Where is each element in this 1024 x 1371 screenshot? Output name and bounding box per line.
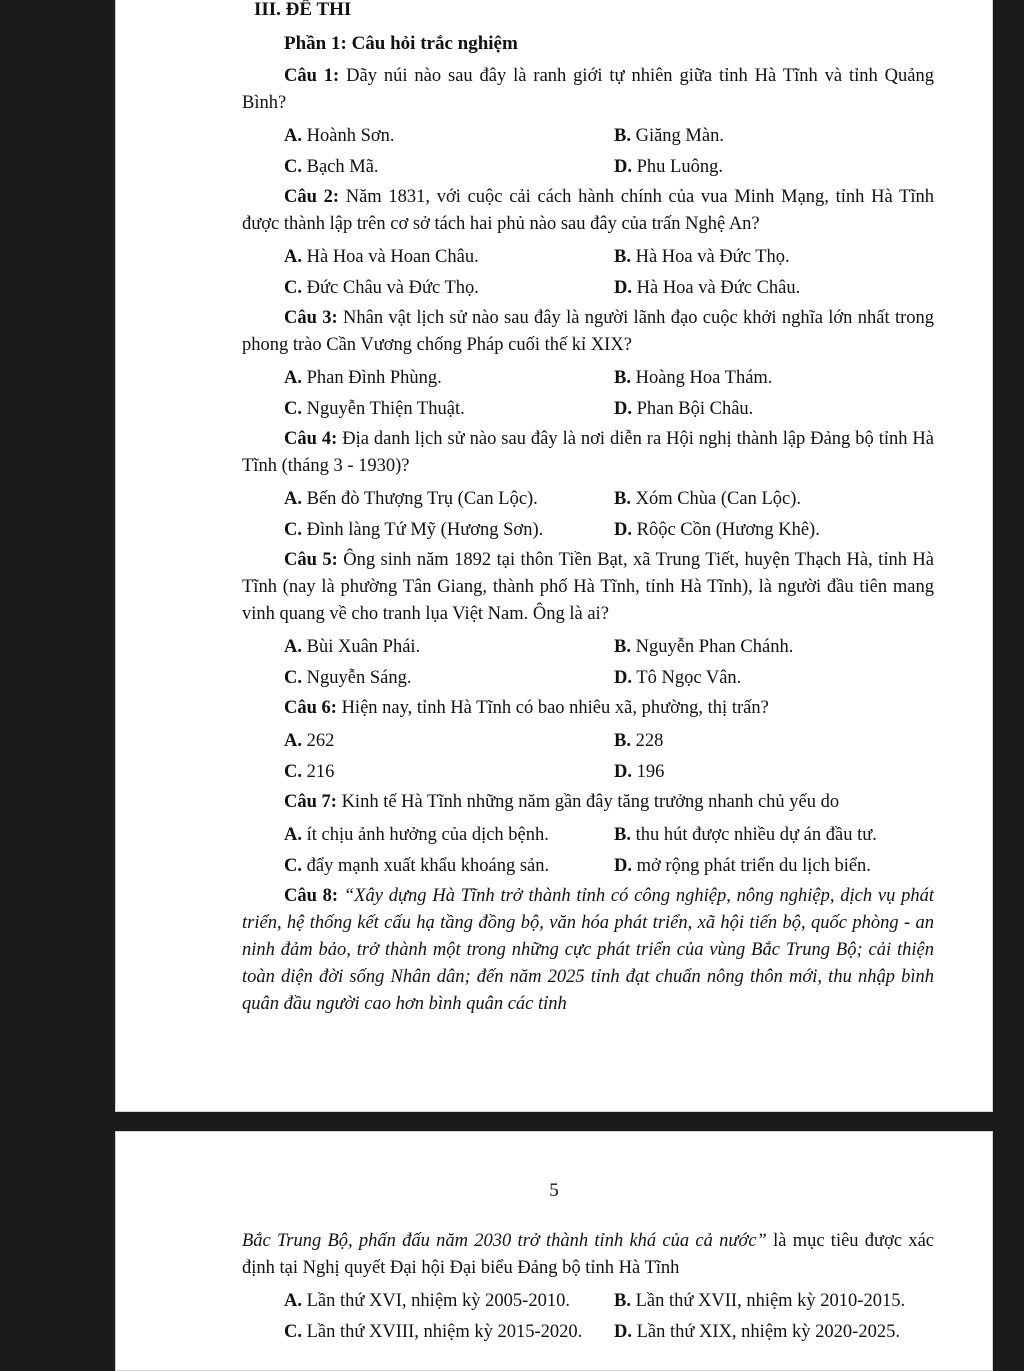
- answer-option[interactable]: [284, 759, 614, 785]
- answer-option[interactable]: [284, 517, 614, 543]
- page-1-content: [242, 0, 934, 1018]
- question-list: [242, 63, 934, 879]
- section-title: III. ĐỀ THI: [254, 0, 352, 20]
- option-text: Phan Đình Phùng.: [302, 368, 442, 388]
- answer-options: [284, 486, 934, 543]
- option-text: Hoành Sơn.: [302, 126, 395, 146]
- part-title: Phần 1: Câu hỏi trắc nghiệm: [284, 33, 518, 54]
- option-letter: A.: [284, 247, 302, 267]
- answer-option[interactable]: [614, 275, 934, 301]
- option-letter: D.: [614, 399, 632, 419]
- option-letter: B.: [614, 731, 631, 751]
- answer-option[interactable]: [284, 123, 614, 149]
- question-number: Câu 6:: [284, 698, 337, 718]
- option-letter: D.: [614, 668, 632, 688]
- option-letter: D.: [614, 762, 632, 782]
- option-letter: C.: [284, 278, 302, 298]
- answer-option[interactable]: [284, 1288, 614, 1314]
- option-letter: C.: [284, 399, 302, 419]
- answer-option[interactable]: [284, 486, 614, 512]
- option-letter: D.: [614, 856, 632, 876]
- option-text: đẩy mạnh xuất khẩu khoáng sản.: [302, 856, 550, 876]
- answer-option[interactable]: [284, 634, 614, 660]
- option-letter: A.: [284, 825, 302, 845]
- answer-option[interactable]: [614, 853, 934, 879]
- option-letter: D.: [614, 157, 632, 177]
- answer-option[interactable]: [614, 665, 934, 691]
- option-letter: D.: [614, 520, 632, 540]
- option-text: 216: [302, 762, 335, 782]
- option-text: mở rộng phát triển du lịch biển.: [632, 856, 871, 876]
- answer-options: [284, 1288, 934, 1345]
- answer-option[interactable]: [614, 244, 934, 270]
- question-number: Câu 3:: [284, 308, 338, 328]
- option-letter: C.: [284, 520, 302, 540]
- document-page-2: [115, 1131, 993, 1371]
- option-letter: B.: [614, 126, 631, 146]
- option-letter: B.: [614, 1291, 631, 1311]
- option-text: Tô Ngọc Vân.: [632, 668, 742, 688]
- option-letter: B.: [614, 637, 631, 657]
- answer-options: [284, 728, 934, 785]
- option-text: 196: [632, 762, 665, 782]
- question-text: “Xây dựng Hà Tĩnh trở thành tỉnh có công nghiệp, nông nghiệp, dịch vụ phát triển, hệ thống kết cấu hạ tầng đồng bộ, văn hóa phát triển, xã hội tiến bộ, quốc phòng - an ninh đảm bảo, trở thành một trong những cực phát triển của vùng Bắc Trung Bộ; cải thiện toàn diện đời sống Nhân dân; đến năm 2025 tỉnh đạt chuẩn nông thôn mới, thu nhập bình quân đầu người cao hơn bình quân các tỉnh: [242, 886, 934, 1014]
- answer-option[interactable]: [614, 365, 934, 391]
- answer-option[interactable]: [284, 853, 614, 879]
- answer-options: [284, 634, 934, 691]
- option-letter: B.: [614, 247, 631, 267]
- option-text: Đình làng Tứ Mỹ (Hương Sơn).: [302, 520, 544, 540]
- question-4: [242, 426, 934, 480]
- question-number: Câu 8:: [284, 886, 339, 906]
- question-7: [242, 789, 934, 816]
- option-letter: C.: [284, 1322, 302, 1342]
- answer-option[interactable]: [284, 244, 614, 270]
- option-text: Phu Luông.: [632, 157, 723, 177]
- question-number: Câu 1:: [284, 66, 340, 86]
- question-number: Câu 4:: [284, 429, 338, 449]
- option-letter: B.: [614, 489, 631, 509]
- option-text: 262: [302, 731, 335, 751]
- answer-option[interactable]: [284, 822, 614, 848]
- answer-option[interactable]: [284, 275, 614, 301]
- option-letter: A.: [284, 731, 302, 751]
- option-letter: B.: [614, 368, 631, 388]
- answer-option[interactable]: [614, 822, 934, 848]
- option-text: Nguyễn Thiện Thuật.: [302, 399, 465, 419]
- option-text: ít chịu ảnh hưởng của dịch bệnh.: [302, 825, 549, 845]
- option-text: Phan Bội Châu.: [632, 399, 754, 419]
- answer-option[interactable]: [614, 728, 934, 754]
- option-text: Giăng Màn.: [630, 126, 724, 146]
- question-text: Hiện nay, tỉnh Hà Tĩnh có bao nhiêu xã, phường, thị trấn?: [336, 698, 769, 718]
- option-text: Bến đò Thượng Trụ (Can Lộc).: [302, 489, 538, 509]
- option-text: Lần thứ XVIII, nhiệm kỳ 2015-2020.: [302, 1322, 583, 1342]
- option-letter: A.: [284, 637, 302, 657]
- question-text: Nhân vật lịch sử nào sau đây là người lãnh đạo cuộc khởi nghĩa lớn nhất trong phong trào Cần Vương chống Pháp cuối thế kỉ XIX?: [242, 308, 935, 355]
- answer-option[interactable]: [284, 665, 614, 691]
- answer-option[interactable]: [614, 759, 934, 785]
- option-letter: A.: [284, 368, 302, 388]
- option-text: Nguyễn Sáng.: [302, 668, 412, 688]
- option-letter: C.: [284, 762, 302, 782]
- answer-options: [284, 123, 934, 180]
- option-text: Rôộc Cồn (Hương Khê).: [632, 520, 820, 540]
- answer-option[interactable]: [614, 1319, 934, 1345]
- option-text: Hà Hoa và Hoan Châu.: [302, 247, 479, 267]
- option-text: 228: [630, 731, 664, 751]
- answer-option[interactable]: [614, 634, 934, 660]
- option-letter: C.: [284, 856, 302, 876]
- question-8-continued: [242, 1228, 934, 1282]
- answer-options: [284, 244, 934, 301]
- question-text: Dãy núi nào sau đây là ranh giới tự nhiên giữa tỉnh Hà Tĩnh và tỉnh Quảng Bình?: [242, 66, 935, 113]
- question-8: [242, 883, 934, 1018]
- question-text-italic: Bắc Trung Bộ, phấn đấu năm 2030 trở thành tỉnh khá của cả nước”: [242, 1231, 767, 1251]
- answer-option[interactable]: [614, 517, 934, 543]
- option-letter: D.: [614, 278, 632, 298]
- option-letter: A.: [284, 489, 302, 509]
- answer-option[interactable]: [614, 123, 934, 149]
- page-number: 5: [549, 1180, 559, 1201]
- document-page-1: [115, 0, 993, 1112]
- page-2-content: [242, 1228, 934, 1349]
- answer-option[interactable]: [284, 728, 614, 754]
- option-text: Hà Hoa và Đức Thọ.: [630, 247, 790, 267]
- option-text: Đức Châu và Đức Thọ.: [302, 278, 479, 298]
- question-3: [242, 305, 934, 359]
- option-text: Bạch Mã.: [302, 157, 379, 177]
- option-letter: A.: [284, 126, 302, 146]
- question-2: [242, 184, 934, 238]
- option-text: Nguyễn Phan Chánh.: [630, 637, 794, 657]
- option-text: Xóm Chùa (Can Lộc).: [630, 489, 802, 509]
- question-number: Câu 5:: [284, 550, 338, 570]
- answer-option[interactable]: [284, 396, 614, 422]
- answer-option[interactable]: [614, 1288, 934, 1314]
- question-text: Kinh tế Hà Tĩnh những năm gần đây tăng trưởng nhanh chủ yếu do: [336, 792, 840, 812]
- answer-options: [284, 365, 934, 422]
- option-text: Lần thứ XVII, nhiệm kỳ 2010-2015.: [630, 1291, 906, 1311]
- question-number: Câu 2:: [284, 187, 340, 207]
- question-text: Năm 1831, với cuộc cải cách hành chính của vua Minh Mạng, tỉnh Hà Tĩnh được thành lập trên cơ sở tách hai phủ nào sau đây của trấn Nghệ An?: [242, 187, 934, 234]
- option-letter: B.: [614, 825, 631, 845]
- question-text: là mục tiêu được xác định tại Nghị quyết Đại hội Đại biểu Đảng bộ tỉnh Hà Tĩnh: [242, 1231, 934, 1278]
- option-letter: C.: [284, 157, 302, 177]
- option-letter: C.: [284, 668, 302, 688]
- question-number: Câu 7:: [284, 792, 337, 812]
- question-text: Ông sinh năm 1892 tại thôn Tiền Bạt, xã Trung Tiết, huyện Thạch Hà, tỉnh Hà Tĩnh (nay là phường Tân Giang, thành phố Hà Tĩnh, tỉnh Hà Tĩnh), là người đầu tiên mang vinh quang về cho tranh lụa Việt Nam. Ông là ai?: [242, 550, 934, 624]
- option-letter: D.: [614, 1322, 632, 1342]
- option-letter: A.: [284, 1291, 302, 1311]
- question-6: [242, 695, 934, 722]
- answer-option[interactable]: [614, 396, 934, 422]
- question-1: [242, 63, 934, 117]
- answer-option[interactable]: [284, 1319, 614, 1345]
- option-text: Bùi Xuân Phái.: [302, 637, 421, 657]
- answer-options: [284, 822, 934, 879]
- option-text: Lần thứ XVI, nhiệm kỳ 2005-2010.: [302, 1291, 570, 1311]
- option-text: Hà Hoa và Đức Châu.: [632, 278, 801, 298]
- option-text: Lần thứ XIX, nhiệm kỳ 2020-2025.: [632, 1322, 900, 1342]
- option-text: thu hút được nhiều dự án đầu tư.: [630, 825, 877, 845]
- answer-option[interactable]: [284, 154, 614, 180]
- option-text: Hoàng Hoa Thám.: [630, 368, 773, 388]
- question-text: Địa danh lịch sử nào sau đây là nơi diễn ra Hội nghị thành lập Đảng bộ tỉnh Hà Tĩnh (tháng 3 - 1930)?: [242, 429, 935, 476]
- answer-option[interactable]: [614, 486, 934, 512]
- answer-option[interactable]: [614, 154, 934, 180]
- question-5: [242, 547, 934, 628]
- answer-option[interactable]: [284, 365, 614, 391]
